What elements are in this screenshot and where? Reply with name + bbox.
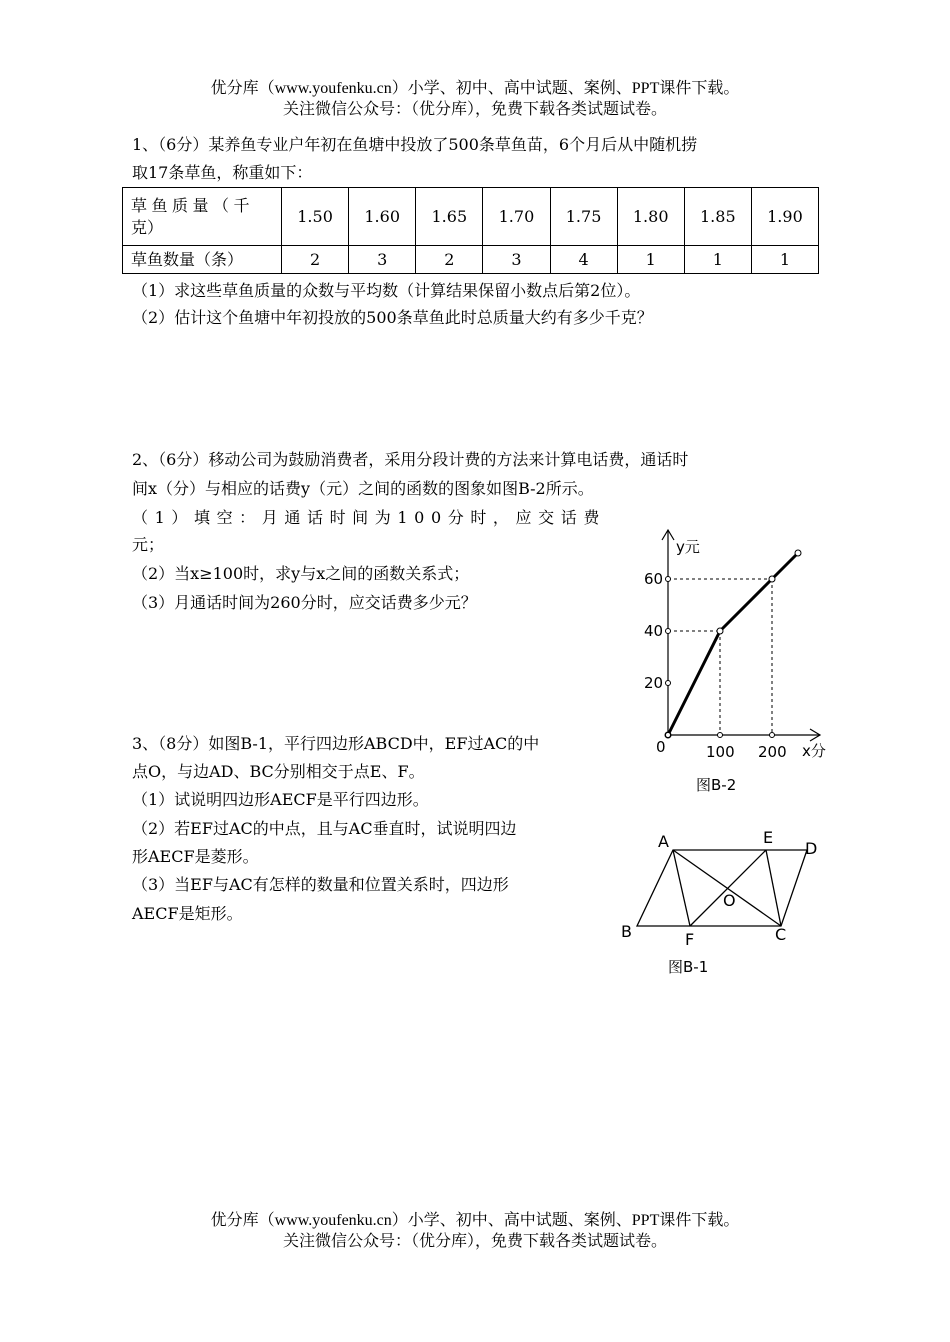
count-cell: 3 [349, 246, 416, 274]
q2-line-1: 2、（6分）移动公司为鼓励消费者，采用分段计费的方法来计算电话费，通话时 [132, 450, 689, 469]
table-row [123, 246, 819, 274]
q2-sub-2: （2）当x≥100时，求y与x之间的函数关系式； [132, 564, 470, 583]
weight-cell: 1.90 [751, 188, 818, 246]
count-row-label: 草鱼数量（条） [123, 246, 282, 274]
weight-label-line-a: 草鱼质量（千 [131, 195, 255, 215]
segment-ef [690, 850, 766, 926]
count-cell: 1 [751, 246, 818, 274]
x-tick-mark [718, 733, 723, 738]
q2-sub-1b: 元； [132, 535, 165, 554]
series-segment [668, 631, 720, 735]
y-tick-label: 60 [644, 570, 664, 588]
weight-label-line-b: 克） [131, 217, 164, 237]
chart-caption: 图B-2 [696, 776, 737, 794]
weight-cell: 1.65 [416, 188, 483, 246]
q1-line-1: 1、（6分）某养鱼专业户年初在鱼塘中投放了500条草鱼苗，6个月后从中随机捞 [132, 135, 698, 154]
origin-label: 0 [656, 738, 666, 756]
footer-line-1: 优分库（www.youfenku.cn）小学、初中、高中试题、案例、PPT课件下载。 [210, 1212, 740, 1229]
weight-row-label [123, 188, 282, 246]
x-axis-label: x分 [802, 742, 826, 760]
series-segment [772, 553, 798, 579]
vertex-label-d: D [805, 839, 818, 858]
x-tick-mark [770, 733, 775, 738]
weight-cell: 1.85 [684, 188, 751, 246]
x-axis [668, 729, 820, 741]
q2-line-2: 间x（分）与相应的话费y（元）之间的函数的图象如图B-2所示。 [132, 479, 594, 498]
table-row [123, 188, 819, 246]
vertex-label-c: C [775, 925, 787, 944]
parallelogram-figure [615, 820, 830, 985]
origin-mark [666, 733, 671, 738]
y-tick-mark [666, 577, 671, 582]
x-tick-label: 100 [706, 743, 735, 761]
count-cell: 1 [684, 246, 751, 274]
q3-sub-2a: （2）若EF过AC的中点，且与AC垂直时，试说明四边 [132, 819, 517, 838]
series-segment [720, 579, 772, 631]
q3-line-1: 3、（8分）如图B-1，平行四边形ABCD中，EF过AC的中 [132, 734, 540, 753]
vertex-label-e: E [763, 828, 774, 847]
y-tick-label: 20 [644, 674, 664, 692]
vertex-label-b: B [621, 922, 632, 941]
fish-weight-table [122, 187, 819, 274]
diagonal-ac [673, 850, 781, 926]
q3-line-2: 点O，与边AD、BC分别相交于点E、F。 [132, 762, 425, 781]
vertex-label-f: F [685, 930, 695, 949]
footer-line-2: 关注微信公众号：（优分库），免费下载各类试题试卷。 [282, 1233, 667, 1250]
y-tick-mark [666, 629, 671, 634]
q2-sub-3: （3）月通话时间为260分时，应交话费多少元？ [132, 593, 477, 612]
q3-sub-2b: 形AECF是菱形。 [132, 847, 259, 866]
q2-sub-1a: （1）填空：月通话时间为100分时，应交话费 [132, 508, 606, 527]
y-axis-label: y元 [676, 538, 700, 556]
weight-cell: 1.50 [282, 188, 349, 246]
count-cell: 1 [617, 246, 684, 274]
count-cell: 3 [483, 246, 550, 274]
segment-af [673, 850, 690, 926]
vertex-label-a: A [658, 832, 669, 851]
q3-sub-3b: AECF是矩形。 [132, 904, 243, 923]
phone-charge-chart [620, 520, 850, 810]
q1-sub-1: （1）求这些草鱼质量的众数与平均数（计算结果保留小数点后第2位）。 [132, 281, 641, 300]
weight-cell: 1.60 [349, 188, 416, 246]
data-point [769, 576, 775, 582]
data-point [717, 628, 723, 634]
q3-sub-1: （1）试说明四边形AECF是平行四边形。 [132, 790, 429, 809]
header-line-2: 关注微信公众号：（优分库），免费下载各类试题试卷。 [282, 101, 667, 118]
y-tick-mark [666, 681, 671, 686]
vertex-label-o: O [723, 891, 736, 910]
count-cell: 2 [416, 246, 483, 274]
parallelogram-abcd [637, 850, 807, 926]
weight-cell: 1.70 [483, 188, 550, 246]
weight-cell: 1.75 [550, 188, 617, 246]
x-tick-label: 200 [758, 743, 787, 761]
data-point [795, 550, 801, 556]
q3-sub-3a: （3）当EF与AC有怎样的数量和位置关系时，四边形 [132, 875, 509, 894]
figure-caption: 图B-1 [668, 958, 709, 976]
count-cell: 4 [550, 246, 617, 274]
header-line-1: 优分库（www.youfenku.cn）小学、初中、高中试题、案例、PPT课件下载。 [210, 80, 740, 97]
segment-ec [766, 850, 781, 926]
y-tick-label: 40 [644, 622, 664, 640]
weight-cell: 1.80 [617, 188, 684, 246]
q1-sub-2: （2）估计这个鱼塘中年初投放的500条草鱼此时总质量大约有多少千克？ [132, 308, 653, 327]
q1-line-2: 取17条草鱼，称重如下： [132, 163, 313, 182]
count-cell: 2 [282, 246, 349, 274]
